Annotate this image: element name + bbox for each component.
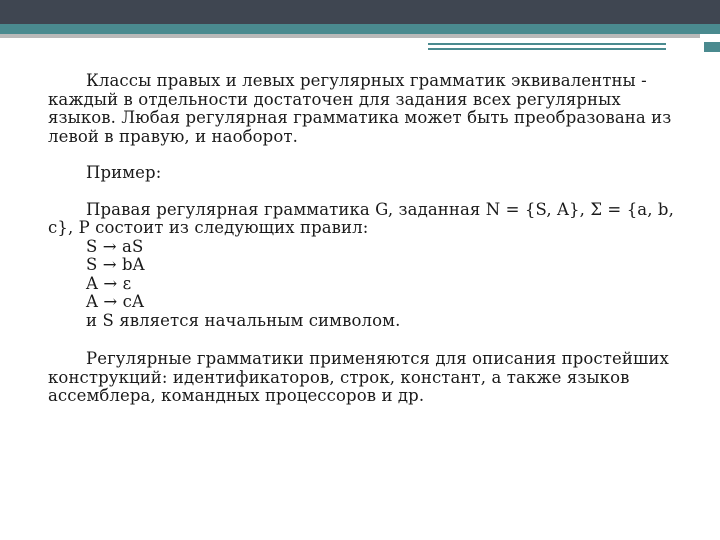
header-bar [0,0,720,24]
paragraph-applications: Регулярные грамматики применяются для описания простейших конструкций: идентификаторов, строк, констант, а также языков ассемблера, командных процессоров и др. [48,349,669,405]
paragraph-grammar-definition: Правая регулярная грамматика G, заданная N = {S, A}, Σ = {a, b, c}, P состоит из следующих правил: [48,199,674,237]
grammar-rule: A → ε [86,273,132,293]
grammar-rule: A → cA [86,292,144,311]
slide-body [48,72,688,406]
header-shadow-strip [0,34,700,38]
decorative-corner-block [704,42,720,52]
grammar-rule: S → aS [86,236,144,256]
decorative-line [428,48,666,50]
grammar-rule: S → bA [86,255,145,274]
header-accent-band [0,24,720,34]
example-label: Пример: [86,163,162,182]
paragraph-equivalence: Классы правых и левых регулярных грамматик эквивалентны - каждый в отдельности достаточен для задания всех регулярных языков. Любая регулярная грамматика может быть преобразована из левой в правую, и наоборот. [48,71,672,146]
start-symbol-note: и S является начальным символом. [86,310,401,330]
decorative-line [428,43,666,45]
